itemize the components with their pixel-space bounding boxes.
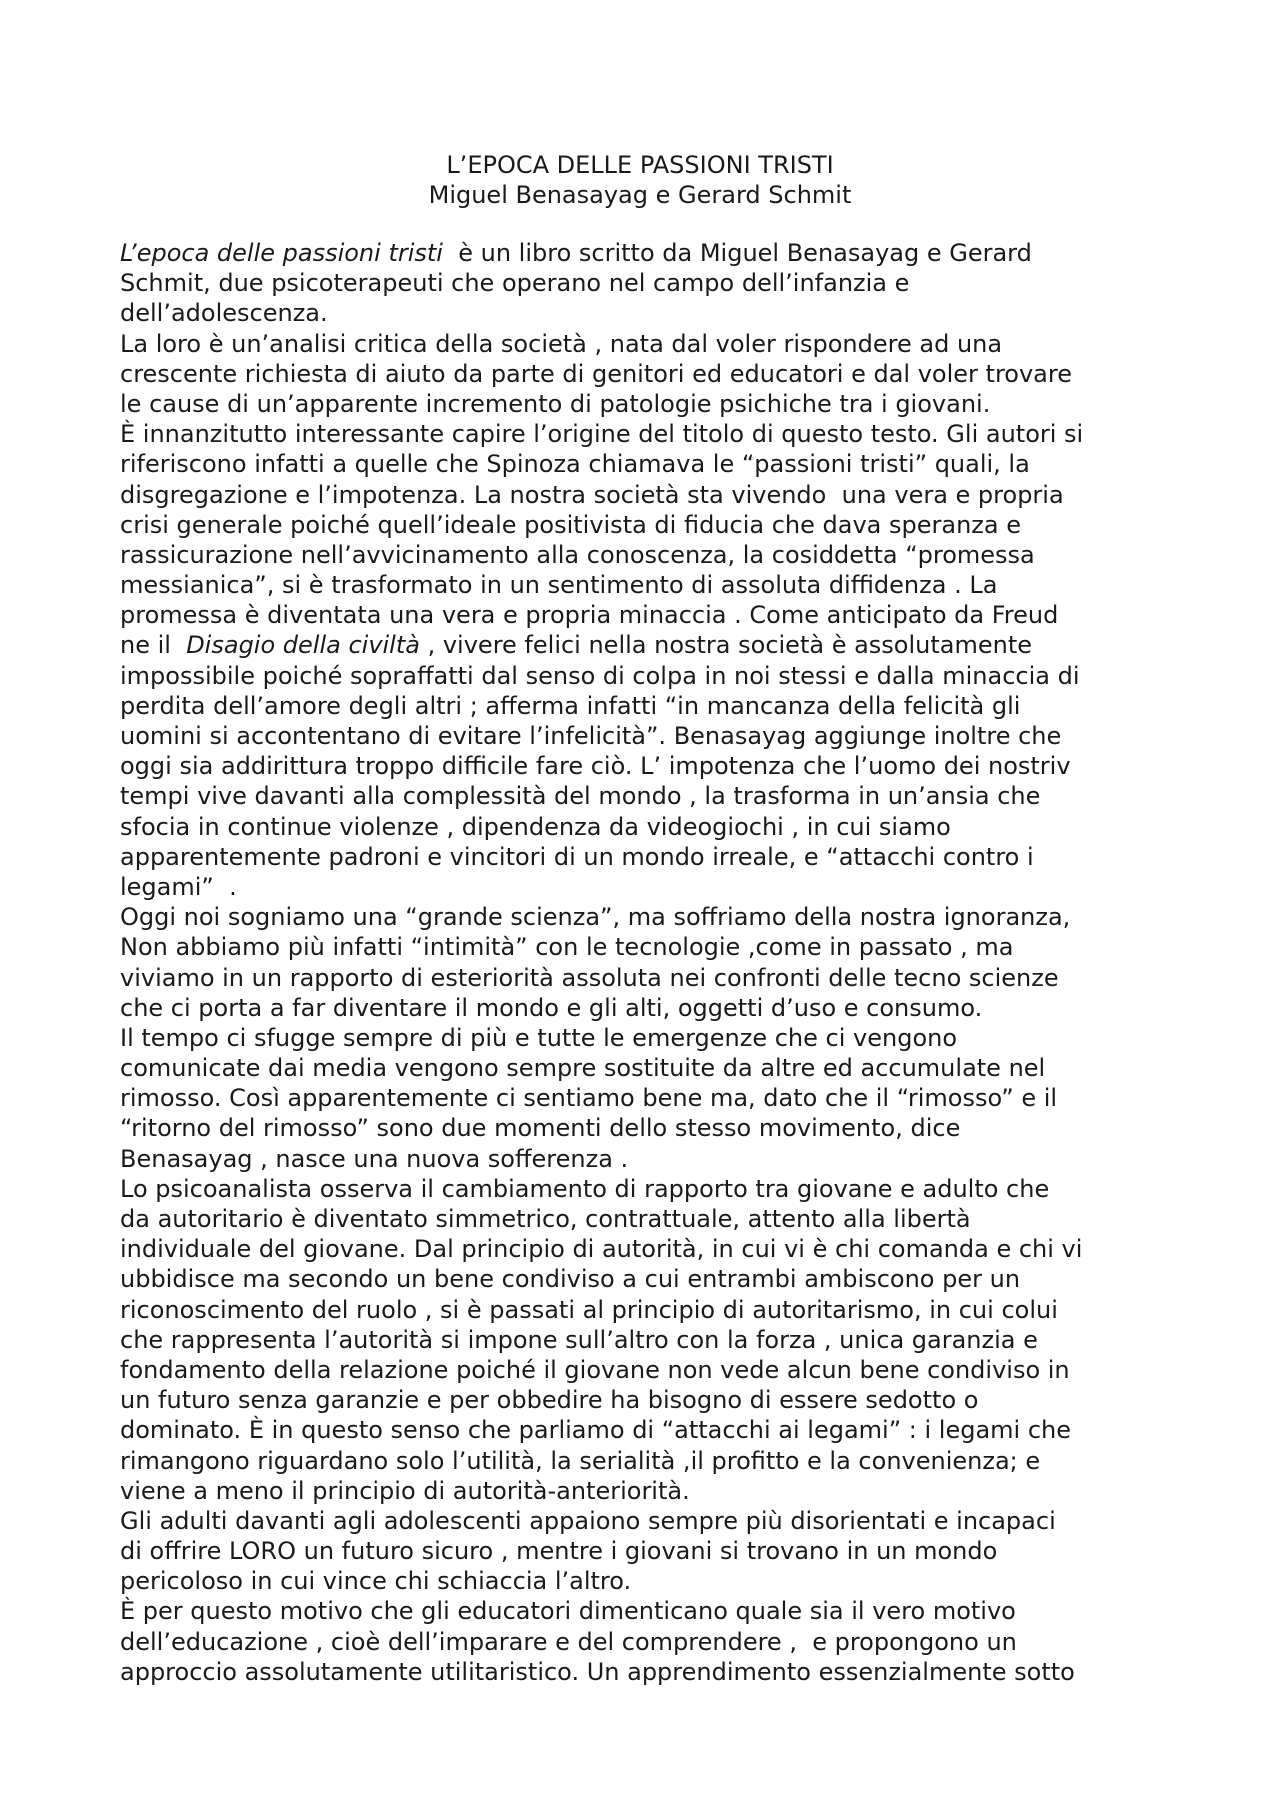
text-line	[120, 1204, 1170, 1234]
text-span: Non abbiamo più infatti “intimità” con le tecnologie ,come in passato , ma	[120, 933, 1014, 962]
text-span: perdita dell’amore degli altri ; afferma infatti “in mancanza della felicità gli	[120, 691, 1021, 720]
text-span: un futuro senza garanzie e per obbedire ha bisogno di essere sedotto o	[120, 1386, 979, 1415]
text-span: da autoritario è diventato simmetrico, contrattuale, attento alla libertà	[120, 1205, 971, 1233]
text-span: uomini si accontentano di evitare l’infelicità”. Benasayag aggiunge inoltre che	[120, 722, 1062, 750]
text-span: tempi vive davanti alla complessità del mondo , la trasforma in un’ansia che	[120, 782, 1041, 811]
text-span: riconoscimento del ruolo , si è passati al principio di autoritarismo, in cui colui	[120, 1295, 1058, 1324]
text-span: crisi generale poiché quell’ideale positivista di fiducia che dava speranza e	[120, 510, 1021, 539]
text-line	[120, 1596, 1170, 1626]
document-title: L’EPOCA DELLE PASSIONI TRISTI	[446, 151, 834, 179]
document-body	[120, 238, 1170, 1687]
text-span: pericoloso in cui vince chi schiaccia l’altro.	[120, 1567, 632, 1596]
text-line	[120, 238, 1170, 268]
text-line	[120, 812, 1170, 842]
text-line	[120, 1506, 1170, 1536]
text-line	[120, 359, 1170, 389]
text-line	[120, 1536, 1170, 1566]
document-authors: Miguel Benasayag e Gerard Schmit	[428, 181, 852, 209]
text-line	[120, 419, 1170, 449]
text-line	[120, 993, 1170, 1023]
text-line	[120, 1083, 1170, 1113]
text-line	[120, 721, 1170, 751]
text-span: individuale del giovane. Dal principio di autorità, in cui vi è chi comanda e chi vi	[120, 1235, 1083, 1264]
text-span: È per questo motivo che gli educatori dimenticano quale sia il vero motivo	[120, 1597, 1016, 1626]
text-line	[120, 1627, 1170, 1657]
text-line	[120, 661, 1170, 691]
text-span: riferiscono infatti a quelle che Spinoza chiamava le “passioni tristi” quali, la	[120, 450, 1030, 479]
text-span: Gli adulti davanti agli adolescenti appaiono sempre più disorientati e incapaci	[120, 1506, 1056, 1535]
text-line	[120, 1415, 1170, 1445]
text-line	[120, 298, 1170, 328]
text-span: apparentemente padroni e vincitori di un mondo irreale, e “attacchi contro i	[120, 842, 1034, 871]
text-line	[120, 268, 1170, 298]
text-span: è un libro scritto da Miguel Benasayag e Gerard	[442, 239, 1032, 267]
text-line	[120, 1657, 1170, 1687]
text-span: La loro è un’analisi critica della società , nata dal voler rispondere ad una	[120, 329, 1003, 358]
text-span: Oggi noi sogniamo una “grande scienza”, ma soffriamo della nostra ignoranza,	[120, 903, 1071, 932]
book-title-italic: Disagio della civiltà	[186, 631, 420, 660]
text-span: messianica”, si è trasformato in un sentimento di assoluta diffidenza . La	[120, 571, 998, 600]
text-span: dell’adolescenza.	[120, 299, 328, 328]
text-line	[120, 902, 1170, 932]
text-line	[120, 480, 1170, 510]
text-line	[120, 1566, 1170, 1596]
text-line	[120, 1264, 1170, 1294]
text-span: approccio assolutamente utilitaristico. Un apprendimento essenzialmente sotto	[120, 1657, 1075, 1686]
text-span: viviamo in un rapporto di esteriorità assoluta nei confronti delle tecno scienze	[120, 963, 1059, 992]
text-line	[120, 1355, 1170, 1385]
text-line	[120, 1476, 1170, 1506]
text-line	[120, 329, 1170, 359]
text-span: Il tempo ci sfugge sempre di più e tutte le emergenze che ci vengono	[120, 1023, 958, 1052]
text-span: crescente richiesta di aiuto da parte di genitori ed educatori e dal voler trovare	[120, 359, 1072, 388]
text-span: che rappresenta l’autorità si impone sull’altro con la forza , unica garanzia e	[120, 1325, 1038, 1354]
text-line	[120, 630, 1170, 660]
text-span: disgregazione e l’impotenza. La nostra società sta vivendo una vera e propria	[120, 480, 1064, 509]
text-line	[120, 1234, 1170, 1264]
text-span: dominato. È in questo senso che parliamo di “attacchi ai legami” : i legami che	[120, 1416, 1072, 1445]
text-line	[120, 600, 1170, 630]
text-line	[120, 963, 1170, 993]
text-span: ubbidisce ma secondo un bene condiviso a cui entrambi ambiscono per un	[120, 1265, 1021, 1294]
text-line	[120, 1295, 1170, 1325]
book-title-italic: L’epoca delle passioni tristi	[120, 239, 443, 267]
text-span: sfocia in continue violenze , dipendenza da videogiochi , in cui siamo	[120, 812, 951, 841]
text-line	[120, 1174, 1170, 1204]
text-line	[120, 1325, 1170, 1355]
text-span: rassicurazione nell’avvicinamento alla conoscenza, la cosiddetta “promessa	[120, 540, 1035, 569]
text-span: promessa è diventata una vera e propria minaccia . Come anticipato da Freud	[120, 601, 1059, 630]
text-line	[120, 1446, 1170, 1476]
text-span: legami” .	[120, 872, 237, 901]
text-span: Lo psicoanalista osserva il cambiamento di rapporto tra giovane e adulto che	[120, 1174, 1050, 1203]
text-span: comunicate dai media vengono sempre sostituite da altre ed accumulate nel	[120, 1054, 1046, 1083]
text-span: , vivere felici nella nostra società è assolutamente	[419, 631, 1033, 660]
text-line	[120, 1053, 1170, 1083]
text-line	[120, 510, 1170, 540]
text-span: impossibile poiché sopraffatti dal senso di colpa in noi stessi e dalla minaccia di	[120, 661, 1080, 690]
text-line	[120, 842, 1170, 872]
text-line	[120, 389, 1170, 419]
text-span: Schmit, due psicoterapeuti che operano nel campo dell’infanzia e	[120, 269, 910, 298]
text-line	[120, 932, 1170, 962]
document-header	[0, 150, 1280, 210]
text-span: “ritorno del rimosso” sono due momenti dello stesso movimento, dice	[120, 1114, 961, 1143]
text-span: Benasayag , nasce una nuova sofferenza .	[120, 1144, 629, 1173]
text-span: fondamento della relazione poiché il giovane non vede alcun bene condiviso in	[120, 1355, 1070, 1384]
text-line	[120, 1385, 1170, 1415]
text-span: viene a meno il principio di autorità-anteriorità.	[120, 1476, 690, 1505]
text-line	[120, 691, 1170, 721]
text-line	[120, 449, 1170, 479]
text-span: oggi sia addirittura troppo difficile fare ciò. L’ impotenza che l’uomo dei nostriv	[120, 752, 1071, 781]
text-line	[120, 570, 1170, 600]
text-span: rimosso. Così apparentemente ci sentiamo bene ma, dato che il “rimosso” e il	[120, 1084, 1058, 1113]
text-span: dell’educazione , cioè dell’imparare e del comprendere , e propongono un	[120, 1627, 1017, 1656]
text-line	[120, 540, 1170, 570]
text-line	[120, 1144, 1170, 1174]
text-span: che ci porta a far diventare il mondo e gli alti, oggetti d’uso e consumo.	[120, 993, 983, 1022]
text-line	[120, 872, 1170, 902]
text-line	[120, 751, 1170, 781]
text-span: rimangono riguardano solo l’utilità, la serialità ,il profitto e la convenienza; e	[120, 1446, 1041, 1475]
text-line	[120, 1023, 1170, 1053]
text-span: È innanzitutto interessante capire l’origine del titolo di questo testo. Gli autori si	[120, 420, 1084, 449]
text-line	[120, 1113, 1170, 1143]
text-span: le cause di un’apparente incremento di patologie psichiche tra i giovani.	[120, 389, 991, 418]
text-line	[120, 781, 1170, 811]
text-span: ne il	[120, 631, 187, 660]
text-span: di offrire LORO un futuro sicuro , mentre i giovani si trovano in un mondo	[120, 1537, 998, 1566]
